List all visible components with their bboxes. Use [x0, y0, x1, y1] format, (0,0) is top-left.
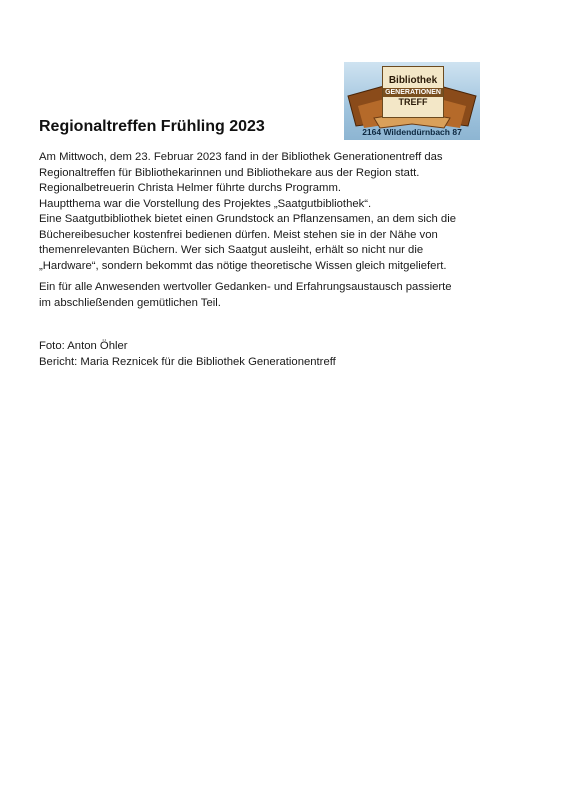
credits	[39, 339, 539, 370]
logo-address: 2164 Wildendürnbach 87	[362, 127, 462, 137]
paragraph-1	[39, 150, 539, 274]
article-body	[39, 150, 539, 370]
photo-credit: Foto: Anton Öhler	[39, 340, 128, 352]
text-line: Hauptthema war die Vorstellung des Projektes „Saatgutbibliothek“.	[39, 197, 372, 210]
library-logo	[344, 62, 480, 140]
text-line: Büchereibesucher kostenfrei bedienen dürfen. Meist stehen sie in der Nähe von	[39, 228, 438, 241]
text-line: Eine Saatgutbibliothek bietet einen Grundstock an Pflanzensamen, an dem sich die	[39, 213, 456, 225]
text-line: Regionaltreffen für Bibliothekarinnen und Bibliothekare aus der Region statt.	[39, 166, 420, 179]
text-line: Regionalbetreuerin Christa Helmer führte durchs Programm.	[39, 182, 342, 194]
text-line: themenrelevanten Büchern. Wer sich Saatgut ausleiht, erhält so nicht nur die	[39, 244, 424, 256]
logo-line-2: GENERATIONEN	[385, 88, 441, 96]
page-title: Regionaltreffen Frühling 2023	[39, 118, 265, 135]
text-line: Ein für alle Anwesenden wertvoller Gedanken- und Erfahrungsaustausch passierte	[39, 281, 452, 293]
report-credit: Bericht: Maria Reznicek für die Bibliothek Generationentreff	[39, 355, 336, 368]
logo-title-box	[382, 66, 444, 118]
logo-line-1: Bibliothek	[388, 75, 438, 87]
logo-line-3: TREFF	[398, 97, 428, 108]
text-line: „Hardware“, sondern bekommt das nötige theoretische Wissen gleich mitgeliefert.	[39, 259, 447, 272]
text-line: im abschließenden gemütlichen Teil.	[39, 296, 221, 309]
text-line: Am Mittwoch, dem 23. Februar 2023 fand in der Bibliothek Generationentreff das	[39, 151, 443, 163]
paragraph-2	[39, 280, 539, 311]
